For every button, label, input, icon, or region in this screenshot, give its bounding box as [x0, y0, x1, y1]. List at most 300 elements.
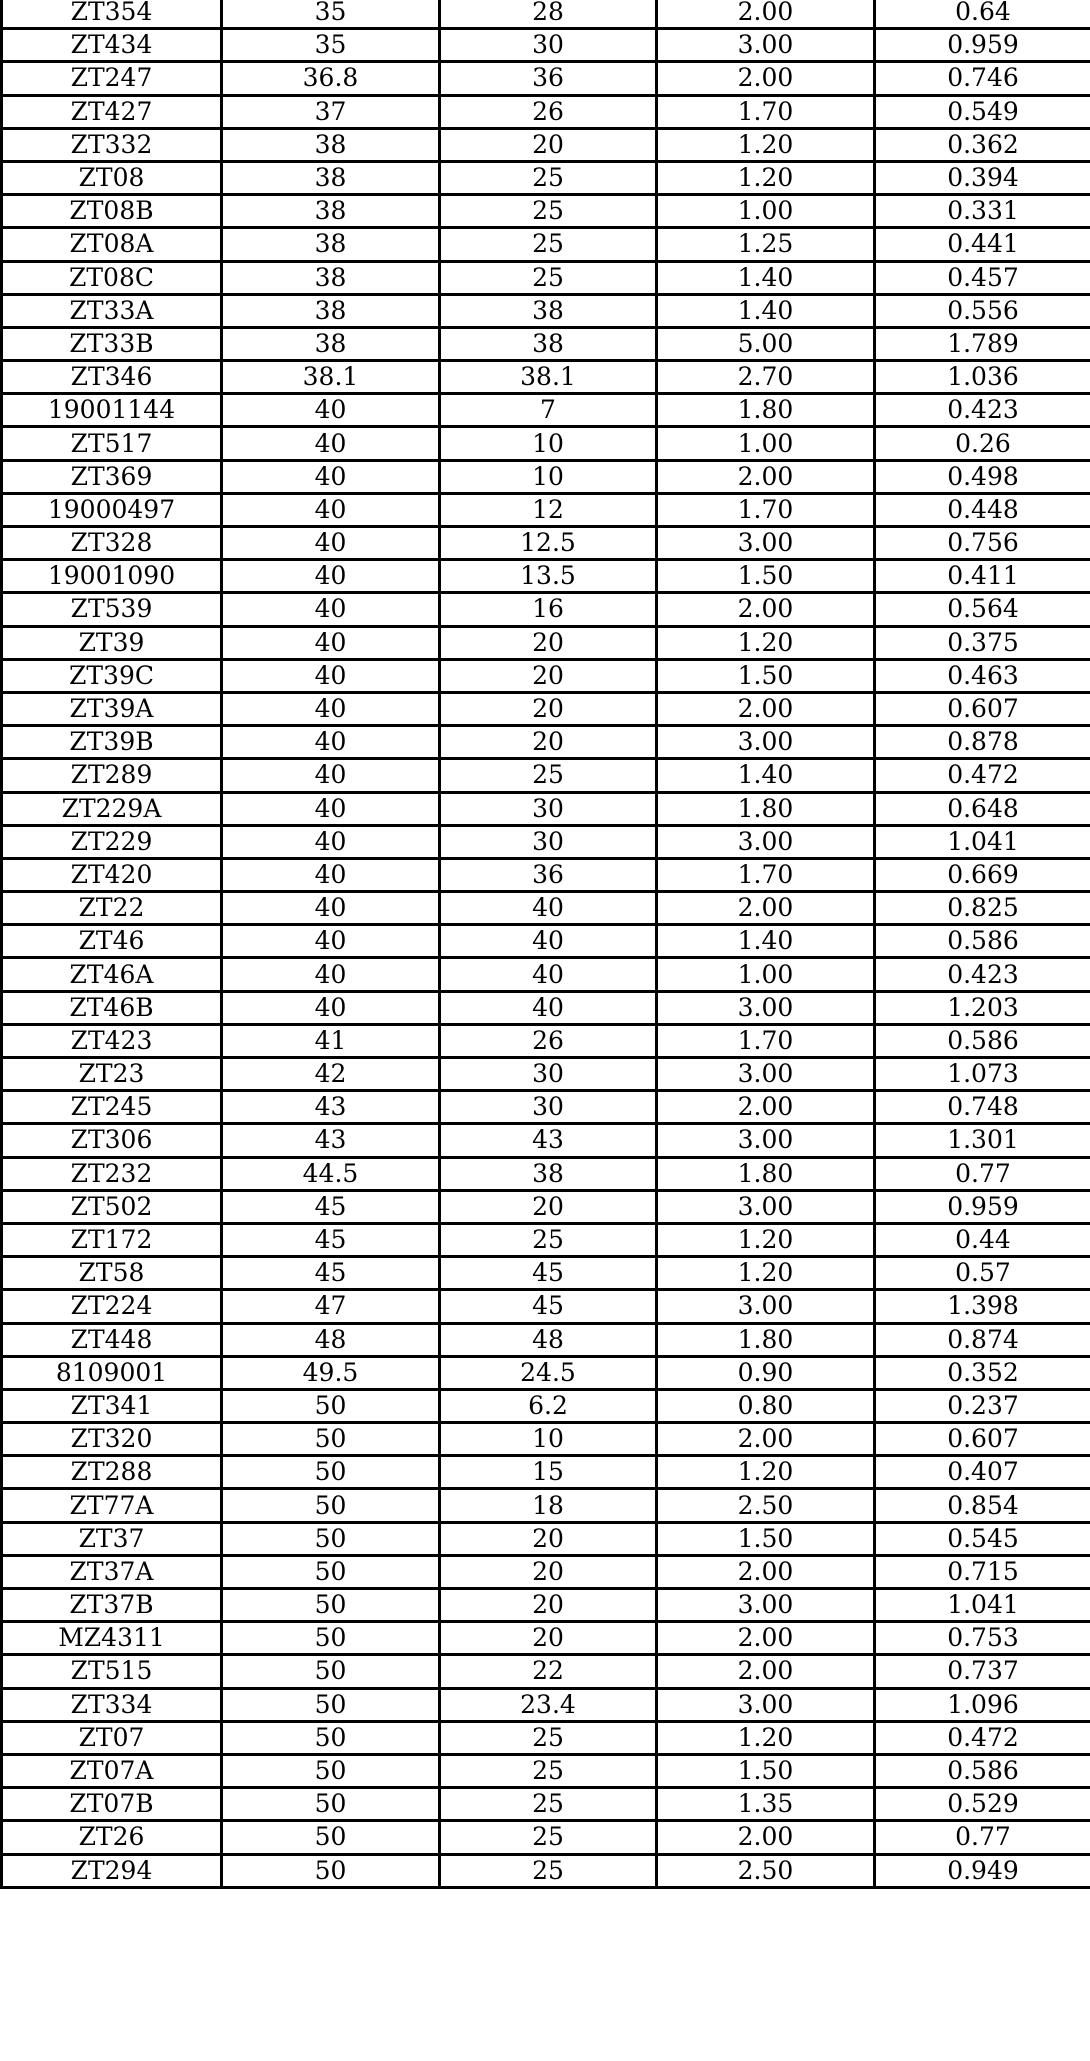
thickness-cell: 2.00: [657, 1821, 875, 1854]
model-cell: ZT289: [2, 759, 222, 792]
dimension-b-cell: 40: [440, 958, 657, 991]
dimension-a-cell: 40: [222, 527, 440, 560]
thickness-cell: 1.40: [657, 261, 875, 294]
dimension-a-cell: 50: [222, 1622, 440, 1655]
dimension-b-cell: 45: [440, 1290, 657, 1323]
thickness-cell: 2.00: [657, 0, 875, 29]
weight-cell: 0.586: [875, 1754, 1090, 1787]
model-cell: ZT229: [2, 825, 222, 858]
weight-cell: 0.607: [875, 1423, 1090, 1456]
dimension-b-cell: 40: [440, 991, 657, 1024]
table-row: [2, 892, 1090, 925]
table-row: [2, 128, 1090, 161]
table-row: [2, 161, 1090, 194]
model-cell: ZT420: [2, 858, 222, 891]
thickness-cell: 3.00: [657, 1589, 875, 1622]
dimension-b-cell: 25: [440, 261, 657, 294]
table-row: [2, 1589, 1090, 1622]
dimension-a-cell: 50: [222, 1721, 440, 1754]
model-cell: ZT08B: [2, 195, 222, 228]
thickness-cell: 3.00: [657, 825, 875, 858]
table-row: [2, 1091, 1090, 1124]
thickness-cell: 1.80: [657, 394, 875, 427]
dimension-a-cell: 50: [222, 1522, 440, 1555]
dimension-b-cell: 43: [440, 1124, 657, 1157]
thickness-cell: 1.40: [657, 294, 875, 327]
weight-cell: 0.448: [875, 493, 1090, 526]
thickness-cell: 1.80: [657, 1323, 875, 1356]
table-row: [2, 1223, 1090, 1256]
model-cell: ZT39C: [2, 659, 222, 692]
thickness-cell: 1.50: [657, 560, 875, 593]
model-cell: ZT332: [2, 128, 222, 161]
dimension-a-cell: 38: [222, 327, 440, 360]
weight-cell: 0.64: [875, 0, 1090, 29]
thickness-cell: 1.80: [657, 792, 875, 825]
model-cell: ZT172: [2, 1223, 222, 1256]
table-row: [2, 29, 1090, 62]
dimension-a-cell: 40: [222, 460, 440, 493]
table-row: [2, 228, 1090, 261]
thickness-cell: 1.70: [657, 493, 875, 526]
weight-cell: 0.959: [875, 29, 1090, 62]
weight-cell: 0.26: [875, 427, 1090, 460]
weight-cell: 0.545: [875, 1522, 1090, 1555]
model-cell: ZT33B: [2, 327, 222, 360]
dimension-a-cell: 40: [222, 759, 440, 792]
dimension-b-cell: 20: [440, 659, 657, 692]
table-row: [2, 1854, 1090, 1887]
weight-cell: 0.362: [875, 128, 1090, 161]
model-cell: ZT07: [2, 1721, 222, 1754]
dimension-a-cell: 45: [222, 1223, 440, 1256]
weight-cell: 0.874: [875, 1323, 1090, 1356]
table-row: [2, 0, 1090, 29]
weight-cell: 0.441: [875, 228, 1090, 261]
table-row: [2, 1522, 1090, 1555]
dimension-b-cell: 30: [440, 1091, 657, 1124]
weight-cell: 0.411: [875, 560, 1090, 593]
weight-cell: 0.669: [875, 858, 1090, 891]
model-cell: ZT539: [2, 593, 222, 626]
table-row: [2, 1555, 1090, 1588]
dimension-b-cell: 38.1: [440, 361, 657, 394]
dimension-b-cell: 26: [440, 1024, 657, 1057]
thickness-cell: 1.35: [657, 1788, 875, 1821]
table-row: [2, 991, 1090, 1024]
thickness-cell: 1.20: [657, 1456, 875, 1489]
table-row: [2, 1821, 1090, 1854]
weight-cell: 0.549: [875, 95, 1090, 128]
thickness-cell: 1.20: [657, 128, 875, 161]
model-cell: ZT434: [2, 29, 222, 62]
thickness-cell: 1.20: [657, 1257, 875, 1290]
dimension-a-cell: 38: [222, 294, 440, 327]
table-row: [2, 427, 1090, 460]
thickness-cell: 1.20: [657, 161, 875, 194]
table-row: [2, 1058, 1090, 1091]
dimension-b-cell: 16: [440, 593, 657, 626]
table-row: [2, 95, 1090, 128]
table-row: [2, 858, 1090, 891]
thickness-cell: 2.50: [657, 1489, 875, 1522]
table-body: [2, 0, 1090, 1887]
dimension-a-cell: 43: [222, 1091, 440, 1124]
model-cell: ZT37: [2, 1522, 222, 1555]
dimension-b-cell: 48: [440, 1323, 657, 1356]
thickness-cell: 2.00: [657, 1423, 875, 1456]
weight-cell: 1.789: [875, 327, 1090, 360]
weight-cell: 0.648: [875, 792, 1090, 825]
table-row: [2, 294, 1090, 327]
weight-cell: 0.375: [875, 626, 1090, 659]
model-cell: MZ4311: [2, 1622, 222, 1655]
dimension-a-cell: 40: [222, 958, 440, 991]
table-row: [2, 560, 1090, 593]
dimension-a-cell: 38: [222, 228, 440, 261]
dimension-a-cell: 50: [222, 1821, 440, 1854]
table-row: [2, 1622, 1090, 1655]
thickness-cell: 2.00: [657, 460, 875, 493]
dimension-b-cell: 12.5: [440, 527, 657, 560]
thickness-cell: 3.00: [657, 1058, 875, 1091]
dimension-b-cell: 20: [440, 1622, 657, 1655]
dimension-a-cell: 40: [222, 726, 440, 759]
dimension-a-cell: 45: [222, 1257, 440, 1290]
thickness-cell: 1.50: [657, 1522, 875, 1555]
model-cell: ZT288: [2, 1456, 222, 1489]
model-cell: 19000497: [2, 493, 222, 526]
dimension-a-cell: 40: [222, 692, 440, 725]
dimension-a-cell: 50: [222, 1589, 440, 1622]
table-row: [2, 327, 1090, 360]
table-row: [2, 1788, 1090, 1821]
model-cell: ZT33A: [2, 294, 222, 327]
model-cell: ZT37B: [2, 1589, 222, 1622]
thickness-cell: 3.00: [657, 726, 875, 759]
dimension-b-cell: 45: [440, 1257, 657, 1290]
table-row: [2, 460, 1090, 493]
dimension-b-cell: 26: [440, 95, 657, 128]
model-cell: ZT354: [2, 0, 222, 29]
dimension-a-cell: 40: [222, 560, 440, 593]
weight-cell: 0.586: [875, 1024, 1090, 1057]
model-cell: ZT423: [2, 1024, 222, 1057]
weight-cell: 0.472: [875, 759, 1090, 792]
dimension-b-cell: 38: [440, 294, 657, 327]
weight-cell: 0.352: [875, 1356, 1090, 1389]
dimension-a-cell: 45: [222, 1190, 440, 1223]
thickness-cell: 3.00: [657, 1190, 875, 1223]
dimension-b-cell: 25: [440, 1754, 657, 1787]
model-cell: ZT08A: [2, 228, 222, 261]
dimension-b-cell: 20: [440, 1589, 657, 1622]
dimension-a-cell: 40: [222, 493, 440, 526]
dimension-b-cell: 25: [440, 161, 657, 194]
table-row: [2, 195, 1090, 228]
thickness-cell: 3.00: [657, 991, 875, 1024]
model-cell: ZT224: [2, 1290, 222, 1323]
table-row: [2, 925, 1090, 958]
thickness-cell: 1.20: [657, 626, 875, 659]
dimension-b-cell: 30: [440, 29, 657, 62]
dimension-b-cell: 20: [440, 726, 657, 759]
table-row: [2, 759, 1090, 792]
thickness-cell: 0.80: [657, 1389, 875, 1422]
weight-cell: 0.44: [875, 1223, 1090, 1256]
dimension-b-cell: 40: [440, 925, 657, 958]
dimension-b-cell: 25: [440, 1788, 657, 1821]
model-cell: ZT229A: [2, 792, 222, 825]
weight-cell: 0.959: [875, 1190, 1090, 1223]
weight-cell: 1.398: [875, 1290, 1090, 1323]
weight-cell: 0.237: [875, 1389, 1090, 1422]
dimension-b-cell: 30: [440, 792, 657, 825]
weight-cell: 0.878: [875, 726, 1090, 759]
dimension-a-cell: 50: [222, 1489, 440, 1522]
dimension-a-cell: 40: [222, 427, 440, 460]
table-row: [2, 1688, 1090, 1721]
weight-cell: 0.586: [875, 925, 1090, 958]
table-row: [2, 261, 1090, 294]
thickness-cell: 0.90: [657, 1356, 875, 1389]
thickness-cell: 2.00: [657, 593, 875, 626]
dimension-a-cell: 40: [222, 991, 440, 1024]
dimension-b-cell: 10: [440, 460, 657, 493]
model-cell: ZT502: [2, 1190, 222, 1223]
dimension-b-cell: 20: [440, 626, 657, 659]
dimension-b-cell: 24.5: [440, 1356, 657, 1389]
weight-cell: 0.756: [875, 527, 1090, 560]
thickness-cell: 3.00: [657, 29, 875, 62]
weight-cell: 0.746: [875, 62, 1090, 95]
weight-cell: 0.457: [875, 261, 1090, 294]
dimension-b-cell: 36: [440, 858, 657, 891]
dimension-b-cell: 38: [440, 1157, 657, 1190]
model-cell: ZT328: [2, 527, 222, 560]
dimension-b-cell: 20: [440, 692, 657, 725]
dimension-a-cell: 50: [222, 1688, 440, 1721]
dimension-a-cell: 40: [222, 659, 440, 692]
model-cell: ZT22: [2, 892, 222, 925]
weight-cell: 0.423: [875, 958, 1090, 991]
weight-cell: 0.564: [875, 593, 1090, 626]
model-cell: ZT232: [2, 1157, 222, 1190]
model-cell: ZT07A: [2, 1754, 222, 1787]
model-cell: ZT448: [2, 1323, 222, 1356]
table-row: [2, 692, 1090, 725]
dimension-a-cell: 49.5: [222, 1356, 440, 1389]
dimension-a-cell: 42: [222, 1058, 440, 1091]
dimension-b-cell: 38: [440, 327, 657, 360]
dimension-a-cell: 40: [222, 394, 440, 427]
dimension-a-cell: 50: [222, 1423, 440, 1456]
dimension-a-cell: 44.5: [222, 1157, 440, 1190]
thickness-cell: 1.50: [657, 1754, 875, 1787]
thickness-cell: 1.00: [657, 427, 875, 460]
table-row: [2, 726, 1090, 759]
thickness-cell: 1.50: [657, 659, 875, 692]
weight-cell: 0.607: [875, 692, 1090, 725]
table-row: [2, 1157, 1090, 1190]
dimension-b-cell: 23.4: [440, 1688, 657, 1721]
weight-cell: 0.407: [875, 1456, 1090, 1489]
thickness-cell: 2.00: [657, 892, 875, 925]
dimension-a-cell: 40: [222, 626, 440, 659]
dimension-a-cell: 50: [222, 1555, 440, 1588]
model-cell: ZT46B: [2, 991, 222, 1024]
dimension-a-cell: 50: [222, 1788, 440, 1821]
weight-cell: 0.556: [875, 294, 1090, 327]
thickness-cell: 3.00: [657, 1688, 875, 1721]
dimension-a-cell: 38: [222, 195, 440, 228]
dimension-b-cell: 25: [440, 1223, 657, 1256]
dimension-a-cell: 38: [222, 128, 440, 161]
dimension-b-cell: 30: [440, 825, 657, 858]
thickness-cell: 1.70: [657, 1024, 875, 1057]
model-cell: 8109001: [2, 1356, 222, 1389]
table-row: [2, 1754, 1090, 1787]
table-row: [2, 394, 1090, 427]
dimension-a-cell: 40: [222, 925, 440, 958]
weight-cell: 1.096: [875, 1688, 1090, 1721]
table-row: [2, 593, 1090, 626]
weight-cell: 0.753: [875, 1622, 1090, 1655]
weight-cell: 0.854: [875, 1489, 1090, 1522]
table-row: [2, 1124, 1090, 1157]
weight-cell: 0.529: [875, 1788, 1090, 1821]
model-cell: ZT427: [2, 95, 222, 128]
dimension-b-cell: 6.2: [440, 1389, 657, 1422]
dimension-a-cell: 40: [222, 825, 440, 858]
dimension-b-cell: 25: [440, 759, 657, 792]
thickness-cell: 1.20: [657, 1721, 875, 1754]
model-cell: ZT26: [2, 1821, 222, 1854]
weight-cell: 0.498: [875, 460, 1090, 493]
dimension-b-cell: 28: [440, 0, 657, 29]
thickness-cell: 1.25: [657, 228, 875, 261]
weight-cell: 0.77: [875, 1157, 1090, 1190]
model-cell: ZT58: [2, 1257, 222, 1290]
dimension-a-cell: 47: [222, 1290, 440, 1323]
model-cell: ZT294: [2, 1854, 222, 1887]
thickness-cell: 1.00: [657, 195, 875, 228]
model-cell: ZT37A: [2, 1555, 222, 1588]
table-row: [2, 1456, 1090, 1489]
table-row: [2, 1389, 1090, 1422]
weight-cell: 1.301: [875, 1124, 1090, 1157]
thickness-cell: 3.00: [657, 527, 875, 560]
model-cell: ZT77A: [2, 1489, 222, 1522]
dimension-a-cell: 50: [222, 1754, 440, 1787]
model-cell: 19001144: [2, 394, 222, 427]
model-cell: ZT39: [2, 626, 222, 659]
table-row: [2, 493, 1090, 526]
dimension-b-cell: 20: [440, 128, 657, 161]
table-row: [2, 659, 1090, 692]
model-cell: ZT515: [2, 1655, 222, 1688]
table-row: [2, 1655, 1090, 1688]
table-row: [2, 1257, 1090, 1290]
weight-cell: 0.463: [875, 659, 1090, 692]
table-row: [2, 62, 1090, 95]
table-row: [2, 825, 1090, 858]
thickness-cell: 1.70: [657, 95, 875, 128]
dimension-a-cell: 43: [222, 1124, 440, 1157]
dimension-b-cell: 40: [440, 892, 657, 925]
weight-cell: 1.073: [875, 1058, 1090, 1091]
weight-cell: 0.472: [875, 1721, 1090, 1754]
dimension-a-cell: 41: [222, 1024, 440, 1057]
weight-cell: 0.57: [875, 1257, 1090, 1290]
model-cell: ZT517: [2, 427, 222, 460]
dimension-b-cell: 20: [440, 1522, 657, 1555]
table-row: [2, 1423, 1090, 1456]
weight-cell: 0.825: [875, 892, 1090, 925]
thickness-cell: 2.50: [657, 1854, 875, 1887]
table-row: [2, 792, 1090, 825]
weight-cell: 1.203: [875, 991, 1090, 1024]
model-cell: ZT08: [2, 161, 222, 194]
thickness-cell: 1.80: [657, 1157, 875, 1190]
dimension-a-cell: 50: [222, 1456, 440, 1489]
model-cell: ZT334: [2, 1688, 222, 1721]
dimension-b-cell: 25: [440, 228, 657, 261]
model-cell: ZT07B: [2, 1788, 222, 1821]
dimension-b-cell: 18: [440, 1489, 657, 1522]
model-cell: ZT346: [2, 361, 222, 394]
dimension-b-cell: 36: [440, 62, 657, 95]
dimension-b-cell: 7: [440, 394, 657, 427]
dimension-b-cell: 10: [440, 427, 657, 460]
weight-cell: 0.949: [875, 1854, 1090, 1887]
dimension-a-cell: 50: [222, 1389, 440, 1422]
dimension-b-cell: 30: [440, 1058, 657, 1091]
thickness-cell: 1.70: [657, 858, 875, 891]
weight-cell: 0.394: [875, 161, 1090, 194]
thickness-cell: 5.00: [657, 327, 875, 360]
table-row: [2, 361, 1090, 394]
table-row: [2, 1024, 1090, 1057]
model-cell: ZT39B: [2, 726, 222, 759]
thickness-cell: 1.00: [657, 958, 875, 991]
model-cell: ZT23: [2, 1058, 222, 1091]
dimension-a-cell: 38.1: [222, 361, 440, 394]
table-row: [2, 626, 1090, 659]
weight-cell: 1.041: [875, 825, 1090, 858]
dimension-b-cell: 20: [440, 1555, 657, 1588]
dimension-a-cell: 35: [222, 0, 440, 29]
dimension-a-cell: 38: [222, 261, 440, 294]
thickness-cell: 2.00: [657, 692, 875, 725]
dimension-b-cell: 25: [440, 1721, 657, 1754]
weight-cell: 0.423: [875, 394, 1090, 427]
dimension-a-cell: 40: [222, 892, 440, 925]
table-row: [2, 1190, 1090, 1223]
dimension-b-cell: 12: [440, 493, 657, 526]
dimension-a-cell: 37: [222, 95, 440, 128]
weight-cell: 0.715: [875, 1555, 1090, 1588]
weight-cell: 0.77: [875, 1821, 1090, 1854]
dimension-b-cell: 13.5: [440, 560, 657, 593]
dimension-a-cell: 40: [222, 858, 440, 891]
model-cell: ZT39A: [2, 692, 222, 725]
weight-cell: 0.737: [875, 1655, 1090, 1688]
thickness-cell: 2.70: [657, 361, 875, 394]
table-row: [2, 1489, 1090, 1522]
weight-cell: 1.036: [875, 361, 1090, 394]
model-cell: 19001090: [2, 560, 222, 593]
